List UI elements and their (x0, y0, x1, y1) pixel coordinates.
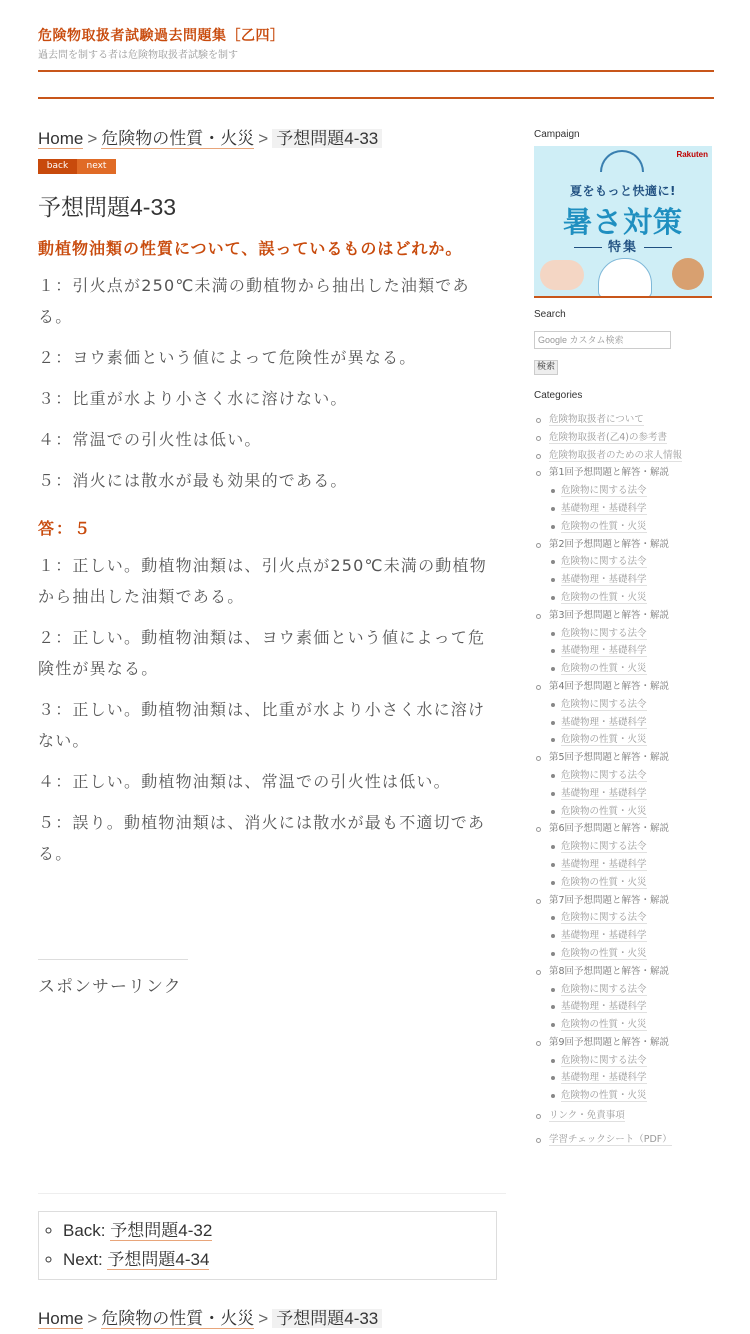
sun-icon (600, 150, 644, 172)
category-group-title: 第6回予想問題と解答・解説 (549, 823, 670, 835)
category-group-title: 第3回予想問題と解答・解説 (549, 609, 670, 621)
subcategory-item-link[interactable]: 危険物に関する法令 (561, 769, 647, 781)
subcategory-list (549, 909, 716, 962)
post-nav-next (63, 1245, 496, 1274)
campaign-banner[interactable] (534, 146, 712, 296)
breadcrumb-separator: > (87, 1309, 98, 1328)
subcategory-item-link[interactable]: 危険物の性質・火災 (561, 805, 647, 817)
header-divider (38, 70, 714, 72)
subcategory-item (549, 660, 716, 678)
subcategory-item-link[interactable]: 基礎物理・基礎科学 (561, 645, 647, 657)
main-content (38, 126, 498, 869)
category-group (534, 678, 716, 749)
banner-line-2: 暑さ対策 (562, 205, 683, 239)
site-header (38, 26, 714, 63)
breadcrumb-category-link[interactable]: 危険物の性質・火災 (101, 1309, 255, 1328)
subcategory-item-link[interactable]: 危険物の性質・火災 (561, 1019, 647, 1031)
post-nav-back-link[interactable]: 予想問題4-32 (110, 1221, 213, 1240)
nav-divider (38, 97, 714, 99)
subcategory-item-link[interactable]: 基礎物理・基礎科学 (561, 1001, 647, 1013)
explanation-3: ３：正しい。動植物油類は、比重が水より小さく水に溶けない。 (38, 700, 486, 750)
subcategory-item (549, 553, 716, 571)
category-item (534, 447, 716, 465)
explanation-1: １：正しい。動植物油類は、引火点が250℃未満の動植物から抽出した油類である。 (38, 556, 487, 606)
subcategory-item (549, 874, 716, 892)
explanation-4: ４：正しい。動植物油類は、常温での引火性は低い。 (38, 772, 451, 791)
dog-illustration (672, 258, 704, 290)
subcategory-list (549, 767, 716, 820)
subcategory-item (549, 856, 716, 874)
subcategory-item (549, 909, 716, 927)
sidebar (534, 128, 716, 1149)
subcategory-item (549, 696, 716, 714)
subcategory-list (549, 553, 716, 606)
subcategory-item-link[interactable]: 危険物に関する法令 (561, 1054, 647, 1066)
option-1: １：引火点が250℃未満の動植物から抽出した油類である。 (38, 276, 470, 326)
category-group (534, 892, 716, 963)
banner-line-1: 夏をもっと快適に! (570, 184, 676, 198)
subcategory-list (549, 625, 716, 678)
category-item (534, 1107, 716, 1125)
explanation-2: ２：正しい。動植物油類は、ヨウ素価という値によって危険性が異なる。 (38, 628, 486, 678)
breadcrumb-category-link[interactable]: 危険物の性質・火災 (101, 129, 255, 148)
content-divider (38, 1193, 506, 1194)
breadcrumb (38, 126, 498, 152)
site-title[interactable]: 危険物取扱者試験過去問題集［乙四］ (38, 28, 285, 44)
subcategory-item (549, 731, 716, 749)
subcategory-list (549, 838, 716, 891)
subcategory-item-link[interactable]: 危険物の性質・火災 (561, 663, 647, 675)
prev-next-buttons (38, 159, 498, 174)
subcategory-list (549, 981, 716, 1034)
category-group-title: 第8回予想問題と解答・解説 (549, 965, 670, 977)
search-heading: Search (534, 309, 566, 320)
subcategory-item-link[interactable]: 危険物の性質・火災 (561, 591, 647, 603)
subcategory-item-link[interactable]: 基礎物理・基礎科学 (561, 574, 647, 586)
next-button[interactable]: next (77, 159, 116, 174)
subcategory-list (549, 1052, 716, 1105)
subcategory-item-link[interactable]: 基礎物理・基礎科学 (561, 716, 647, 728)
subcategory-item (549, 785, 716, 803)
site-tagline: 過去問を制する者は危険物取扱者試験を制す (38, 50, 238, 61)
subcategory-item (549, 767, 716, 785)
subcategory-item (549, 482, 716, 500)
sponsor-label: スポンサーリンク (38, 977, 182, 997)
subcategory-item (549, 998, 716, 1016)
post-navigation (38, 1211, 497, 1280)
breadcrumb-bottom (38, 1306, 382, 1332)
breadcrumb-home-link[interactable]: Home (38, 1309, 84, 1328)
breadcrumb-separator: > (258, 129, 269, 148)
category-item-link[interactable]: リンク・免責事項 (549, 1110, 625, 1122)
category-item-link[interactable]: 危険物取扱者(乙4)の参考書 (549, 431, 667, 443)
subcategory-item-link[interactable]: 基礎物理・基礎科学 (561, 502, 647, 514)
subcategory-item (549, 1069, 716, 1087)
post-nav-next-link[interactable]: 予想問題4-34 (107, 1250, 210, 1269)
subcategory-item (549, 1087, 716, 1105)
subcategory-item (549, 981, 716, 999)
breadcrumb-separator: > (258, 1309, 269, 1328)
subcategory-item (549, 927, 716, 945)
category-group (534, 536, 716, 607)
category-item (534, 411, 716, 429)
category-item (534, 1131, 716, 1149)
subcategory-item (549, 714, 716, 732)
post-nav-next-label: Next: (63, 1250, 103, 1269)
bear-illustration (598, 258, 652, 296)
answer-text: 答：５ (38, 519, 93, 538)
category-group (534, 607, 716, 678)
subcategory-item-link[interactable]: 基礎物理・基礎科学 (561, 858, 647, 870)
subcategory-item-link[interactable]: 基礎物理・基礎科学 (561, 787, 647, 799)
subcategory-item (549, 500, 716, 518)
subcategory-item (549, 945, 716, 963)
category-item (534, 429, 716, 447)
category-group-title: 第5回予想問題と解答・解説 (549, 752, 670, 764)
subcategory-item-link[interactable]: 基礎物理・基礎科学 (561, 1072, 647, 1084)
subcategory-list (549, 696, 716, 749)
category-group (534, 963, 716, 1034)
category-group-title: 第1回予想問題と解答・解説 (549, 467, 670, 479)
subcategory-item-link[interactable]: 危険物の性質・火災 (561, 947, 647, 959)
subcategory-item (549, 571, 716, 589)
subcategory-item-link[interactable]: 危険物に関する法令 (561, 912, 647, 924)
subcategory-item-link[interactable]: 危険物に関する法令 (561, 485, 647, 497)
category-item-link[interactable]: 危険物取扱者のための求人情報 (549, 449, 683, 461)
explanation-5: ５：誤り。動植物油類は、消火には散水が最も不適切である。 (38, 813, 486, 863)
subcategory-item-link[interactable]: 危険物の性質・火災 (561, 1090, 647, 1102)
post-nav-back-label: Back: (63, 1221, 106, 1240)
subcategory-item-link[interactable]: 基礎物理・基礎科学 (561, 930, 647, 942)
category-item-link[interactable]: 学習チェックシート（PDF） (549, 1133, 672, 1145)
banner-line-3: 特集 (534, 236, 712, 255)
category-group (534, 749, 716, 820)
search-button[interactable]: 検索 (534, 360, 558, 375)
subcategory-item (549, 642, 716, 660)
option-3: ３：比重が水より小さく水に溶けない。 (38, 389, 348, 408)
rakuten-logo: Rakuten (676, 150, 708, 159)
category-item-link[interactable]: 危険物取扱者について (549, 414, 644, 425)
search-input[interactable]: Google カスタム検索 (534, 331, 671, 349)
subcategory-item-link[interactable]: 危険物の性質・火災 (561, 520, 647, 532)
category-group-title: 第4回予想問題と解答・解説 (549, 680, 670, 692)
subcategory-item-link[interactable]: 危険物に関する法令 (561, 698, 647, 710)
subcategory-item (549, 589, 716, 607)
category-group-title: 第7回予想問題と解答・解説 (549, 894, 670, 906)
category-group (534, 820, 716, 891)
category-group-title: 第2回予想問題と解答・解説 (549, 538, 670, 550)
campaign-heading: Campaign (534, 129, 580, 140)
subcategory-item-link[interactable]: 危険物に関する法令 (561, 983, 647, 995)
question-text: 動植物油類の性質について、誤っているものはどれか。 (38, 239, 463, 258)
page-title: 予想問題4-33 (38, 194, 177, 220)
option-2: ２：ヨウ素価という値によって危険性が異なる。 (38, 348, 417, 367)
post-nav-back (63, 1216, 496, 1245)
subcategory-item-link[interactable]: 危険物の性質・火災 (561, 734, 647, 746)
subcategory-item (549, 1016, 716, 1034)
subcategory-item (549, 625, 716, 643)
category-list (534, 411, 716, 1149)
breadcrumb-current: 予想問題4-33 (272, 129, 382, 148)
categories-heading: Categories (534, 390, 583, 401)
option-5: ５：消火には散水が最も効果的である。 (38, 471, 348, 490)
subcategory-item-link[interactable]: 危険物に関する法令 (561, 841, 647, 853)
subcategory-item (549, 838, 716, 856)
sponsor-divider (38, 959, 188, 960)
category-group (534, 1034, 716, 1105)
subcategory-item-link[interactable]: 危険物に関する法令 (561, 556, 647, 568)
breadcrumb-home-link[interactable]: Home (38, 129, 84, 148)
category-group-title: 第9回予想問題と解答・解説 (549, 1036, 670, 1048)
subcategory-item-link[interactable]: 危険物の性質・火災 (561, 876, 647, 888)
breadcrumb-current: 予想問題4-33 (272, 1309, 382, 1328)
breadcrumb-separator: > (87, 129, 98, 148)
subcategory-item (549, 518, 716, 536)
category-group (534, 464, 716, 535)
subcategory-list (549, 482, 716, 535)
back-button[interactable]: back (38, 159, 77, 174)
campaign-banner-frame (534, 146, 712, 298)
girl-illustration (540, 260, 584, 290)
subcategory-item (549, 803, 716, 821)
option-4: ４：常温での引火性は低い。 (38, 430, 262, 449)
subcategory-item (549, 1052, 716, 1070)
subcategory-item-link[interactable]: 危険物に関する法令 (561, 627, 647, 639)
